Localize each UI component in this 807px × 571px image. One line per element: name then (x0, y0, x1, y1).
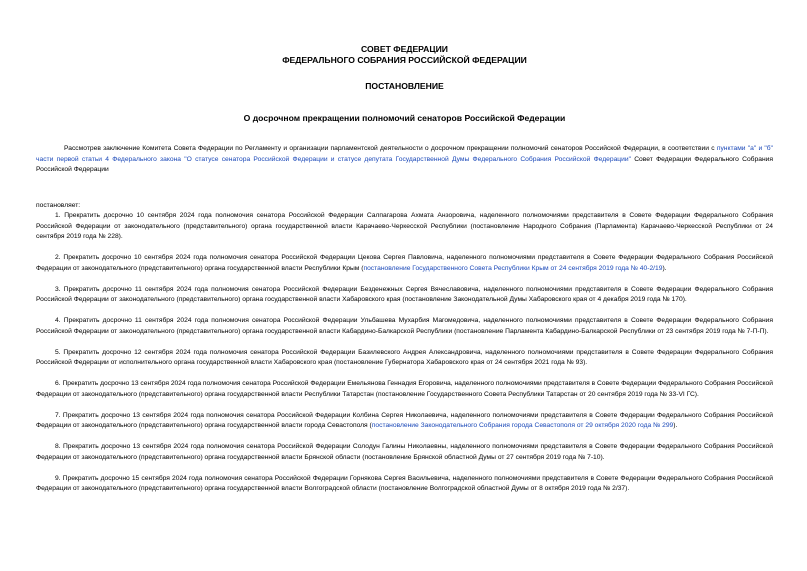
document-title: О досрочном прекращении полномочий сенаторов Российской Федерации (243, 113, 566, 123)
resolution-item (36, 348, 773, 369)
item-decree-link[interactable]: постановление Государственного Совета Республики Крым от 24 сентября 2019 года № 40-2/19 (363, 264, 663, 272)
document-page (36, 44, 773, 501)
resolution-item (36, 474, 773, 495)
item-text: 1. Прекратить досрочно 10 сентября 2024 года полномочия сенатора Российской Федерации Салпагарова Ахмата Анзоровича, наделенного полномочиями представителя в Совете Федерации Федерального Собрания Российской Федерации от законодательного (представительного) органа государственной власти Карачаево-Черкесской Республики (постановление Народного Собрания (Парламента) Карачаево-Черкесской Республики от 24 сентября 2019 года № 228). (36, 212, 773, 240)
resolution-item (36, 379, 773, 400)
resolution-item (36, 316, 773, 337)
item-tail: ). (673, 422, 678, 429)
item-tail: ). (662, 264, 667, 272)
item-text: 7. Прекратить досрочно 13 сентября 2024 года полномочия сенатора Российской Федерации Колбина Сергея Николаевича, наделенного полномочиями представителя в Совете Федерации Федерального Собрания Российской Федерации от законодательного (представительного) органа государственной власти города Севастополя ( (36, 411, 773, 429)
resolve-word: постановляет: (36, 201, 81, 209)
item-text: 8. Прекратить досрочно 13 сентября 2024 года полномочия сенатора Российской Федерации Солодун Галины Николаевны, наделенного полномочиями представителя в Совете Федерации Федерального Собрания Российской Федерации от законодательного (представительного) органа государственной власти Брянской области (постановление Брянской областной Думы от 27 сентября 2019 года № 7-10). (36, 443, 773, 461)
intro-paragraph (36, 144, 773, 176)
item-text: 2. Прекратить досрочно 10 сентября 2024 года полномочия сенатора Российской Федерации Цекова Сергея Павловича, наделенного полномочиями представителя в Совете Федерации Федерального Собрания Российской Федерации от законодательного (представительного) органа государственной власти Республики Крым ( (36, 254, 773, 272)
item-text: 4. Прекратить досрочно 11 сентября 2024 года полномочия сенатора Российской Федерации Ульбашева Мухарбия Магомедовича, наделенного полномочиями представителя в Совете Федерации Федерального Собрания Российской Федерации от законодательного (представительного) органа государственной власти Кабардино-Балкарской Республики (постановление Парламента Кабардино-Балкарской Республики от 23 сентября 2019 года № 7-П-П). (36, 317, 773, 335)
organization-line-1: СОВЕТ ФЕДЕРАЦИИ (361, 44, 448, 54)
intro-text-after: Совет Федерации Федерального Собрания Российской Федерации (36, 155, 773, 173)
organization-line-2: ФЕДЕРАЛЬНОГО СОБРАНИЯ РОССИЙСКОЙ ФЕДЕРАЦИИ (282, 55, 527, 65)
resolution-item (36, 211, 773, 243)
document-type: ПОСТАНОВЛЕНИЕ (365, 81, 444, 91)
item-text: 9. Прекратить досрочно 15 сентября 2024 года полномочия сенатора Российской Федерации Горнякова Сергея Васильевича, наделенного полномочиями представителя в Совете Федерации Федерального Собрания Российской Федерации от законодательного (представительного) органа государственной власти Волгоградской области (постановление Волгоградской областной Думы от 8 октября 2019 года № 2/37). (36, 474, 773, 492)
item-text: 6. Прекратить досрочно 13 сентября 2024 года полномочия сенатора Российской Федерации Емельянова Геннадия Егоровича, наделенного полномочиями представителя в Совете Федерации Федерального Собрания Российской Федерации от законодательного (представительного) органа государственной власти Республики Татарстан (постановление Государственного Совета Республики Татарстан от 20 сентября 2019 года № 33-VI ГС). (36, 380, 773, 398)
item-text: 3. Прекратить досрочно 11 сентября 2024 года полномочия сенатора Российской Федерации Безденежных Сергея Вячеславовича, наделенного полномочиями представителя в Совете Федерации Федерального Собрания Российской Федерации от законодательного (представительного) органа государственной власти Хабаровского края (постановление Законодательной Думы Хабаровского края от 4 декабря 2019 года № 170). (36, 285, 773, 303)
item-decree-link[interactable]: постановление Законодательного Собрания города Севастополя от 29 октября 2020 года № 299 (371, 422, 674, 429)
intro-law-link[interactable]: пунктами "а" и "б" части первой статьи 4 Федерального закона "О статусе сенатора Российской Федерации и статусе депутата Государственной Думы Федерального Собрания Российской Федерации" (36, 145, 773, 163)
item-text: 5. Прекратить досрочно 12 сентября 2024 года полномочия сенатора Российской Федерации Базилевского Андрея Александровича, наделенного полномочиями представителя в Совете Федерации Федерального Собрания Российской Федерации от исполнительного органа государственной власти Хабаровского края (постановление Губернатора Хабаровского края от 24 сентября 2021 года № 93). (36, 348, 773, 366)
intro-text-before: Рассмотрев заключение Комитета Совета Федерации по Регламенту и организации парламентской деятельности о досрочном прекращении полномочий сенаторов Российской Федерации, в соответствии с (64, 145, 717, 152)
resolution-item (36, 442, 773, 463)
document-header-organization (36, 44, 773, 66)
resolution-item (36, 411, 773, 432)
resolution-item (36, 253, 773, 274)
resolution-item (36, 285, 773, 306)
